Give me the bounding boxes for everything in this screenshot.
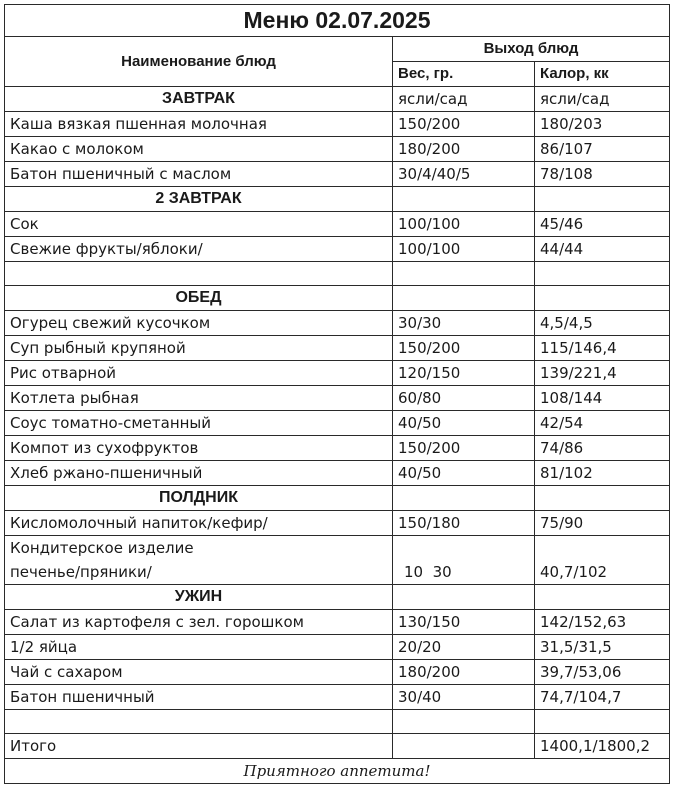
dish-name: Компот из сухофруктов <box>5 436 393 461</box>
empty-cell <box>535 486 670 511</box>
dish-name: Кондитерское изделие <box>5 536 393 561</box>
menu-sheet <box>4 4 669 799</box>
empty-cell <box>393 710 535 734</box>
empty-cell <box>393 262 535 286</box>
dish-calories: 39,7/53,06 <box>535 660 670 685</box>
dish-weight: 10 30 <box>393 560 535 585</box>
dish-weight: 150/180 <box>393 511 535 536</box>
blank-row <box>5 710 670 734</box>
dish-weight: 40/50 <box>393 461 535 486</box>
dish-name: Соус томатно-сметанный <box>5 411 393 436</box>
dish-name: Рис отварной <box>5 361 393 386</box>
empty-cell <box>393 536 535 561</box>
table-row <box>5 610 670 635</box>
table-row <box>5 137 670 162</box>
table-row <box>5 311 670 336</box>
dish-calories: 31,5/31,5 <box>535 635 670 660</box>
table-row <box>5 361 670 386</box>
table-row <box>5 162 670 187</box>
section-row <box>5 187 670 212</box>
total-row <box>5 734 670 759</box>
dish-name: Свежие фрукты/яблоки/ <box>5 237 393 262</box>
dish-name: Салат из картофеля с зел. горошком <box>5 610 393 635</box>
total-label: Итого <box>5 734 393 759</box>
table-row <box>5 511 670 536</box>
dish-weight: 180/200 <box>393 137 535 162</box>
dish-calories: 81/102 <box>535 461 670 486</box>
table-row <box>5 112 670 137</box>
weight-note: ясли/сад <box>393 87 535 112</box>
dish-calories: 108/144 <box>535 386 670 411</box>
dish-calories: 42/54 <box>535 411 670 436</box>
footer-text: Приятного аппетита! <box>5 759 670 784</box>
weight-header: Вес, гр. <box>393 62 535 87</box>
table-row <box>5 436 670 461</box>
dish-calories: 115/146,4 <box>535 336 670 361</box>
empty-cell <box>5 262 393 286</box>
dish-calories: 45/46 <box>535 212 670 237</box>
table-row <box>5 411 670 436</box>
footer-row <box>5 759 670 784</box>
dish-weight: 20/20 <box>393 635 535 660</box>
empty-cell <box>535 187 670 212</box>
section-row <box>5 87 670 112</box>
section-row <box>5 286 670 311</box>
dish-calories: 40,7/102 <box>535 560 670 585</box>
dish-name: 1/2 яйца <box>5 635 393 660</box>
section-row <box>5 486 670 511</box>
section-title: 2 ЗАВТРАК <box>5 187 393 212</box>
dish-name: Котлета рыбная <box>5 386 393 411</box>
title-row <box>5 5 670 37</box>
dish-calories: 4,5/4,5 <box>535 311 670 336</box>
dish-name: Чай с сахаром <box>5 660 393 685</box>
dish-name: Каша вязкая пшенная молочная <box>5 112 393 137</box>
table-row <box>5 336 670 361</box>
empty-cell <box>5 710 393 734</box>
empty-cell <box>535 585 670 610</box>
dish-name-header: Наименование блюд <box>5 37 393 87</box>
calorie-note: ясли/сад <box>535 87 670 112</box>
dish-weight: 150/200 <box>393 112 535 137</box>
section-title: ЗАВТРАК <box>5 87 393 112</box>
dish-calories: 139/221,4 <box>535 361 670 386</box>
empty-cell <box>535 536 670 561</box>
dish-name: Суп рыбный крупяной <box>5 336 393 361</box>
dish-name: Батон пшеничный с маслом <box>5 162 393 187</box>
table-row <box>5 536 670 561</box>
empty-cell <box>393 734 535 759</box>
empty-cell <box>535 286 670 311</box>
dish-weight: 120/150 <box>393 361 535 386</box>
empty-cell <box>393 585 535 610</box>
table-row <box>5 635 670 660</box>
dish-name: Сок <box>5 212 393 237</box>
table-row <box>5 685 670 710</box>
dish-calories: 142/152,63 <box>535 610 670 635</box>
dish-calories: 180/203 <box>535 112 670 137</box>
dish-weight: 60/80 <box>393 386 535 411</box>
empty-cell <box>535 262 670 286</box>
dish-weight: 30/4/40/5 <box>393 162 535 187</box>
empty-cell <box>393 286 535 311</box>
dish-weight: 150/200 <box>393 336 535 361</box>
empty-cell <box>393 486 535 511</box>
empty-cell <box>393 187 535 212</box>
dish-weight: 180/200 <box>393 660 535 685</box>
dish-calories: 44/44 <box>535 237 670 262</box>
dish-weight: 150/200 <box>393 436 535 461</box>
dish-calories: 86/107 <box>535 137 670 162</box>
header-row-1 <box>5 37 670 62</box>
dish-calories: 74,7/104,7 <box>535 685 670 710</box>
empty-cell <box>535 710 670 734</box>
section-row <box>5 585 670 610</box>
table-row <box>5 660 670 685</box>
dish-weight: 130/150 <box>393 610 535 635</box>
calories-header: Калор, кк <box>535 62 670 87</box>
output-header: Выход блюд <box>393 37 670 62</box>
table-row <box>5 560 670 585</box>
dish-name: Какао с молоком <box>5 137 393 162</box>
dish-name: Огурец свежий кусочком <box>5 311 393 336</box>
dish-calories: 78/108 <box>535 162 670 187</box>
blank-row <box>5 262 670 286</box>
dish-weight: 40/50 <box>393 411 535 436</box>
dish-name-line2: печенье/пряники/ <box>5 560 393 585</box>
menu-table <box>4 4 670 784</box>
dish-name: Батон пшеничный <box>5 685 393 710</box>
dish-calories: 74/86 <box>535 436 670 461</box>
dish-weight: 100/100 <box>393 212 535 237</box>
dish-weight: 100/100 <box>393 237 535 262</box>
table-row <box>5 461 670 486</box>
table-row <box>5 386 670 411</box>
dish-calories: 75/90 <box>535 511 670 536</box>
section-title: УЖИН <box>5 585 393 610</box>
section-title: ОБЕД <box>5 286 393 311</box>
dish-name: Кисломолочный напиток/кефир/ <box>5 511 393 536</box>
table-row <box>5 212 670 237</box>
page-title: Меню 02.07.2025 <box>5 5 670 37</box>
section-title: ПОЛДНИК <box>5 486 393 511</box>
total-calories: 1400,1/1800,2 <box>535 734 670 759</box>
dish-weight: 30/40 <box>393 685 535 710</box>
dish-weight: 30/30 <box>393 311 535 336</box>
table-row <box>5 237 670 262</box>
dish-name: Хлеб ржано-пшеничный <box>5 461 393 486</box>
